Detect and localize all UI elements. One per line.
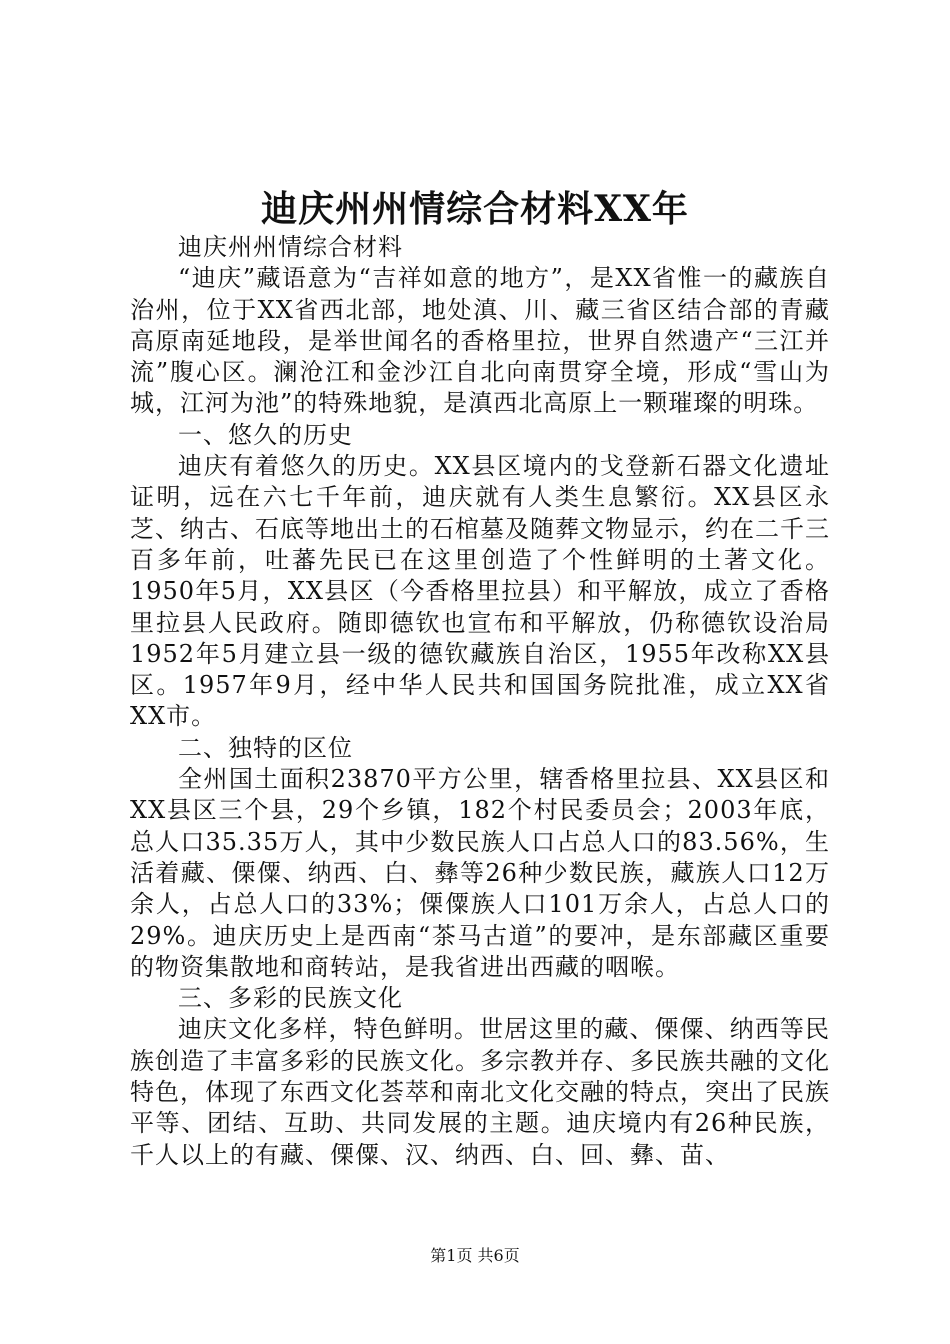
subtitle-paragraph: 迪庆州州情综合材料 <box>178 233 403 261</box>
intro-paragraph: “迪庆”藏语意为“吉祥如意的地方”，是XX省惟一的藏族自治州，位于XX省西北部，地处滇、川、藏三省区结合部的青藏高原南延地段，是举世闻名的香格里拉，世界自然遗产“三江并流”腹心区。澜沧江和金沙江自北向南贯穿全境，形成“雪山为城，江河为池”的特殊地貌，是滇西北高原上一颗璀璨的明珠。 <box>130 264 830 418</box>
culture-paragraph: 迪庆文化多样，特色鲜明。世居这里的藏、傈僳、纳西等民族创造了丰富多彩的民族文化。多宗教并存、多民族共融的文化特色，体现了东西文化荟萃和南北文化交融的特点，突出了民族平等、团结、互助、共同发展的主题。迪庆境内有26种民族，千人以上的有藏、傈僳、汉、纳西、白、回、彝、苗、 <box>130 1015 830 1169</box>
section-heading-culture: 三、多彩的民族文化 <box>178 984 403 1013</box>
location-paragraph: 全州国土面积23870平方公里，辖香格里拉县、XX县区和XX县区三个县，29个乡镇，182个村民委员会；2003年底，总人口35.35万人，其中少数民族人口占总人口的83.56%，生活着藏、傈僳、纳西、白、彝等26种少数民族，藏族人口12万余人，占总人口的33%；傈僳族人口101万余人，占总人口的29%。迪庆历史上是西南“茶马古道”的要冲，是东部藏区重要的物资集散地和商转站，是我省进出西藏的咽喉。 <box>130 765 830 981</box>
page-footer: 第1页 共6页 <box>430 1246 520 1265</box>
history-paragraph: 迪庆有着悠久的历史。XX县区境内的戈登新石器文化遗址证明，远在六七千年前，迪庆就有人类生息繁衍。XX县区永芝、纳古、石底等地出土的石棺墓及随葬文物显示，约在二千三百多年前，吐蕃先民已在这里创造了个性鲜明的土著文化。1950年5月，XX县区（今香格里拉县）和平解放，成立了香格里拉县人民政府。随即德钦也宣布和平解放，仍称德钦设治局1952年5月建立县一级的德钦藏族自治区，1955年改称XX县区。1957年9月，经中华人民共和国国务院批准，成立XX省XX市。 <box>130 452 830 731</box>
document-body <box>130 232 830 1171</box>
section-heading-location: 二、独特的区位 <box>178 733 353 762</box>
document-title: 迪庆州州情综合材料XX年 <box>261 188 689 230</box>
section-heading-history: 一、悠久的历史 <box>178 420 353 449</box>
